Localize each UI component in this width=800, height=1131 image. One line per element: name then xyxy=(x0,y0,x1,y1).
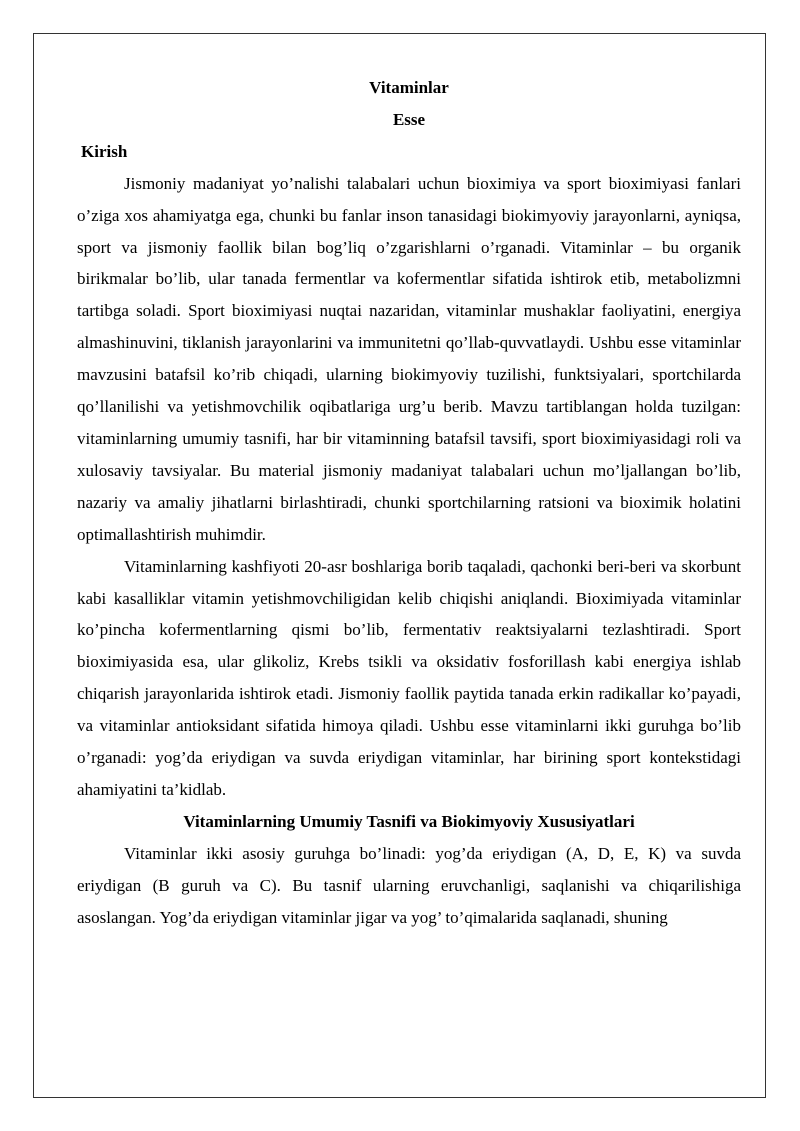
document-subtitle: Esse xyxy=(392,109,426,129)
intro-paragraph-2: Vitaminlarning kashfiyoti 20-asr boshlariga borib taqaladi, qachonki beri-beri va skorbunt kabi kasalliklar vitamin yetishmovchiligidan kelib chiqishi aniqlandi. Bioximiyada vitaminlar ko’pincha kofermentlarning qismi bo’lib, fermentativ reaktsiyalarni tezlashtiradi. Sport bioximiyasida esa, ular glikoliz, Krebs tsikli va oksidativ fosforillash kabi energiya ishlab chiqarish jarayonlarida ishtirok etadi. Jismoniy faollik paytida tanada erkin radikallar ko’payadi, va vitaminlar antioksidant sifatida himoya qiladi. Ushbu esse vitaminlarni ikki guruhga bo’lib o’rganadi: yog’da eriydigan va suvda eriydigan vitaminlar, har birining sport kontekstidagi ahamiyatini ta’kidlab. xyxy=(77,556,741,799)
section-heading-classification: Vitaminlarning Umumiy Tasnifi va Biokimyoviy Xususiyatlari xyxy=(183,811,635,831)
classification-paragraph: Vitaminlar ikki asosiy guruhga bo’linadi: yog’da eriydigan (A, D, E, K) va suvda eriydigan (B guruh va C). Bu tasnif ularning eruvchanligi, saqlanishi va chiqarilishiga asoslangan. Yog’da eriydigan vitaminlar jigar va yog’ to’qimalarida saqlanadi, shuning xyxy=(77,843,741,927)
document-title: Vitaminlar xyxy=(369,78,449,97)
intro-heading: Kirish xyxy=(81,141,128,161)
intro-paragraph-1: Jismoniy madaniyat yo’nalishi talabalari uchun bioximiya va sport bioximiyasi fanlari o’ziga xos ahamiyatga ega, chunki bu fanlar inson tanasidagi biokimyoviy jarayonlarni, ayniqsa, sport va jismoniy faollik bilan bog’liq o’zgarishlarni o’rganadi. Vitaminlar – bu organik birikmalar bo’lib, ular tanada fermentlar va kofermentlar sifatida ishtirok etib, metabolizmni tartibga soladi. Sport bioximiyasi nuqtai nazaridan, vitaminlar mushaklar faoliyatini, energiya almashinuvini, tiklanish jarayonlarini va immunitetni qo’llab-quvvatlaydi. Ushbu esse vitaminlar mavzusini batafsil ko’rib chiqadi, ularning biokimyoviy tuzilishi, funktsiyalari, sportchilarda qo’llanilishi va yetishmovchilik oqibatlariga urg’u berib. Mavzu tartiblangan holda tuzilgan: vitaminlarning umumiy tasnifi, har bir vitaminning batafsil tavsifi, sport bioximiyasidagi roli va xulosaviy tavsiyalar. Bu material jismoniy madaniyat talabalari uchun mo’ljallangan bo’lib, nazariy va amaliy jihatlarni birlashtiradi, chunki sportchilarning ratsioni va bioximik holatini optimallashtirish muhimdir. xyxy=(77,173,741,544)
document-body xyxy=(77,72,741,933)
